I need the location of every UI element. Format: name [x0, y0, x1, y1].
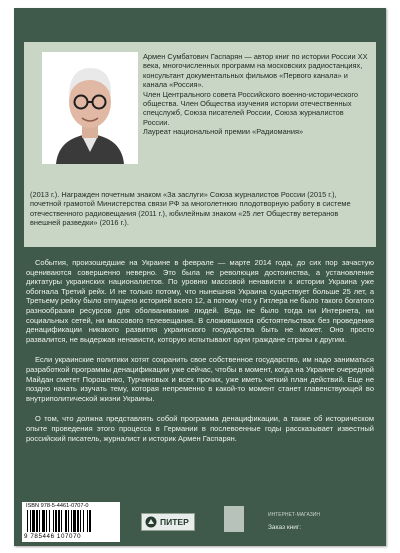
- author-info-panel: [24, 42, 376, 247]
- barcode-number: 9 785446 107070: [24, 533, 82, 540]
- order-books-label: Заказ книг:: [268, 524, 302, 531]
- publisher-logo-icon: [145, 516, 157, 528]
- publisher-logo: [141, 513, 195, 531]
- author-bio-paragraph-3: Лауреат национальной премии «Радиомания»: [143, 127, 304, 137]
- qr-code: [224, 506, 244, 532]
- annotation-paragraph-1: События, произошедшие на Украине в феврале — марте 2014 года, до сих пор зачастую оцениваются совершенно неверно. Это была не революция достоинства, а установление диктатуры украинских националистов. По уровню массовой ненависти к истории Украина уже обогнала Третий рейх. И не только потому, что нынешняя Украина существует больше 25 лет, а Третьему рейху было отпущено историей всего 12, а потому что у Гитлера не было такого богатого разнообразия ресурсов для оболванивания людей. Ведь не было тогда ни Интернета, ни социальных сетей, ни массового телевещания. В сложившихся обстоятельствах без проведения денацификации никакого развития украинского государства быть не может. Оно просто развалится, не выдержав ненависти, которую испытывают одни граждане страны к другим.: [26, 258, 374, 344]
- annotation-paragraph-3: О том, что должна представлять собой программа денацификации, а также об историческом опыте проведения этого процесса в Германии в послевоенные годы рассказывает известный российский писатель, журналист и историк Армен Гаспарян.: [26, 414, 374, 443]
- author-photo: [42, 52, 138, 164]
- author-bio-paragraph-1: Армен Сумбатович Гаспарян — автор книг по истории России XX века, многочисленных программ на московских радиостанциях, консультант документальных фильмов «Первого канала» и канала «Россия».: [143, 52, 368, 90]
- barcode-image: [26, 510, 116, 532]
- isbn-text: ISBN 978-5-4461-0707-0: [26, 503, 89, 509]
- online-store-label: ИНТЕРНЕТ-МАГАЗИН: [268, 512, 320, 518]
- author-bio: [143, 52, 371, 137]
- author-bio-paragraph-2: Член Центрального совета Российского военно-исторического общества. Член Общества изучения истории отечественных спецслужб, Союза писателей России, Союза журналистов России.: [143, 89, 359, 127]
- book-annotation: [26, 258, 374, 454]
- author-portrait-image: [42, 52, 138, 164]
- book-back-cover: [14, 8, 386, 546]
- annotation-paragraph-2: Если украинские политики хотят сохранить свое собственное государство, им надо заниматься разработкой программы денацификации уже сейчас, чтобы в момент, когда на Украине очередной Майдан сметет Порошенко, Турчиновых и всех прочих, уже иметь четкий план действий. Еще не поздно начать изучать тему, которая непременно в какой-то момент станет главенствующей во внутриполитической жизни Украины.: [26, 355, 374, 403]
- author-awards: (2013 г.). Награжден почетным знаком «За заслуги» Союза журналистов России (2015 г.), почетной грамотой Министерства связи РФ за многолетнюю плодотворную работу в системе отечественного радиовещания (2011 г.), юбилейным знаком «25 лет Обществу ветеранов внешней разведки» (2016 г.).: [30, 190, 351, 228]
- barcode-label: [22, 502, 120, 542]
- publisher-name: ПИТЕР: [160, 517, 189, 527]
